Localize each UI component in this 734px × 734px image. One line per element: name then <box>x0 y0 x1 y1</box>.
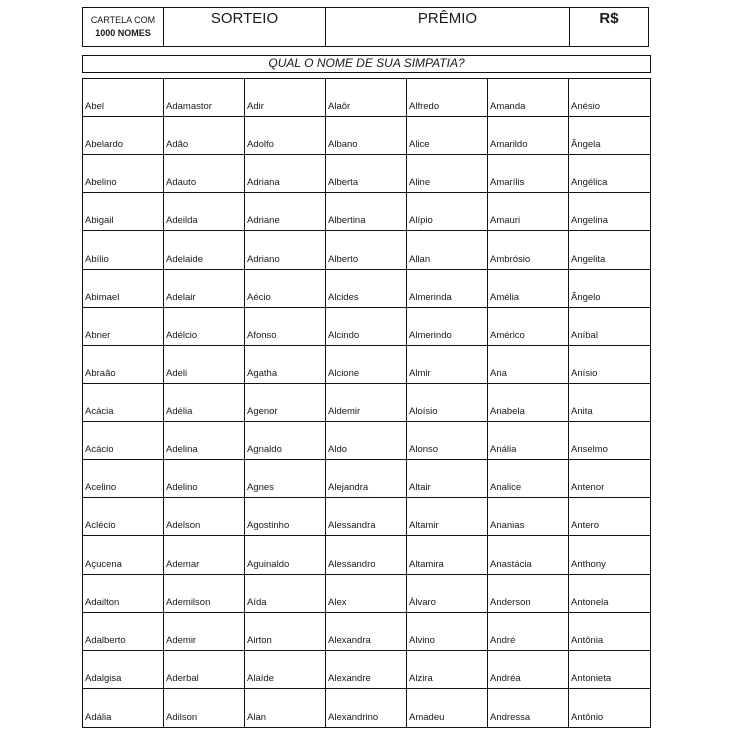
name-label: Anabela <box>490 406 525 418</box>
name-cell[interactable] <box>164 651 245 689</box>
name-label: Antonela <box>571 596 609 608</box>
name-label: Adelina <box>166 444 198 456</box>
name-cell[interactable] <box>326 536 407 574</box>
name-cell[interactable] <box>164 575 245 613</box>
name-label: Agnes <box>247 482 274 494</box>
name-cell[interactable] <box>83 384 164 422</box>
name-cell[interactable] <box>164 498 245 536</box>
name-label: Antero <box>571 520 599 532</box>
name-label: Angelina <box>571 215 608 227</box>
name-label: Ambrósio <box>490 253 531 265</box>
cartela-label-line1: CARTELA COM <box>90 15 156 25</box>
name-label: Angélica <box>571 177 608 189</box>
name-label: Alessandra <box>328 520 376 532</box>
name-cell[interactable] <box>407 689 488 727</box>
name-cell[interactable] <box>488 498 569 536</box>
name-cell[interactable] <box>407 384 488 422</box>
name-cell[interactable] <box>83 575 164 613</box>
name-cell[interactable] <box>326 193 407 231</box>
name-label: Acácio <box>85 444 114 456</box>
name-cell[interactable] <box>488 231 569 269</box>
name-label: Albertina <box>328 215 366 227</box>
name-cell[interactable] <box>407 651 488 689</box>
name-cell[interactable] <box>407 231 488 269</box>
name-cell[interactable] <box>488 460 569 498</box>
name-label: Albano <box>328 139 358 151</box>
name-cell[interactable] <box>83 651 164 689</box>
name-cell[interactable] <box>164 346 245 384</box>
name-cell[interactable] <box>407 536 488 574</box>
name-label: Analice <box>490 482 522 494</box>
name-label: Alexandrino <box>328 711 379 723</box>
name-cell[interactable] <box>245 460 326 498</box>
name-label: Adélcio <box>166 329 198 341</box>
name-cell[interactable] <box>569 193 650 231</box>
name-cell[interactable] <box>83 689 164 727</box>
name-cell[interactable] <box>569 422 650 460</box>
name-cell[interactable] <box>407 117 488 155</box>
name-label: Abelino <box>85 177 117 189</box>
name-cell[interactable] <box>407 308 488 346</box>
name-label: Angelita <box>571 253 606 265</box>
name-label: Adeli <box>166 367 188 379</box>
name-cell[interactable] <box>407 346 488 384</box>
name-label: Amanda <box>490 101 526 113</box>
name-cell[interactable] <box>569 498 650 536</box>
name-cell[interactable] <box>164 384 245 422</box>
name-cell[interactable] <box>164 613 245 651</box>
name-cell[interactable] <box>407 79 488 117</box>
name-cell[interactable] <box>164 536 245 574</box>
name-label: Alonso <box>409 444 439 456</box>
name-label: Aclécio <box>85 520 116 532</box>
name-cell[interactable] <box>83 270 164 308</box>
name-cell[interactable] <box>569 79 650 117</box>
name-cell[interactable] <box>488 384 569 422</box>
name-cell[interactable] <box>83 460 164 498</box>
name-label: Altamir <box>409 520 439 532</box>
name-label: Anita <box>571 406 593 418</box>
name-label: Adriane <box>247 215 280 227</box>
name-cell[interactable] <box>569 270 650 308</box>
name-cell[interactable] <box>245 575 326 613</box>
name-label: Allan <box>409 253 431 265</box>
name-label: Álvaro <box>409 596 436 608</box>
name-label: Alcindo <box>328 329 360 341</box>
name-cell[interactable] <box>407 422 488 460</box>
name-cell[interactable] <box>488 346 569 384</box>
currency-field: R$ <box>599 10 619 27</box>
name-label: Adriana <box>247 177 280 189</box>
name-label: Andréa <box>490 672 521 684</box>
name-label: Abílio <box>85 253 109 265</box>
name-cell[interactable] <box>245 498 326 536</box>
name-label: Afonso <box>247 329 277 341</box>
name-cell[interactable] <box>83 346 164 384</box>
name-label: André <box>490 634 516 646</box>
name-cell[interactable] <box>407 498 488 536</box>
name-cell[interactable] <box>164 193 245 231</box>
name-label: Abelardo <box>85 139 124 151</box>
name-label: Anália <box>490 444 517 456</box>
name-cell[interactable] <box>245 193 326 231</box>
name-cell[interactable] <box>83 155 164 193</box>
name-cell[interactable] <box>164 422 245 460</box>
name-label: Adelino <box>166 482 198 494</box>
name-cell[interactable] <box>569 689 650 727</box>
name-label: Adeilda <box>166 215 198 227</box>
name-cell[interactable] <box>407 193 488 231</box>
name-cell[interactable] <box>326 270 407 308</box>
name-label: Adélia <box>166 406 193 418</box>
name-cell[interactable] <box>488 575 569 613</box>
premio-field: PRÊMIO <box>326 8 570 46</box>
name-label: Almerinda <box>409 291 452 303</box>
name-cell[interactable] <box>245 117 326 155</box>
name-cell[interactable] <box>488 613 569 651</box>
name-label: Aldemir <box>328 406 361 418</box>
name-label: Alberta <box>328 177 359 189</box>
name-label: Alan <box>247 711 267 723</box>
name-cell[interactable] <box>326 308 407 346</box>
name-label: Américo <box>490 329 525 341</box>
name-cell[interactable] <box>326 155 407 193</box>
name-cell[interactable] <box>326 79 407 117</box>
name-label: Agostinho <box>247 520 290 532</box>
name-cell[interactable] <box>407 270 488 308</box>
name-label: Ana <box>490 367 507 379</box>
name-cell[interactable] <box>407 460 488 498</box>
name-label: Aníbal <box>571 329 598 341</box>
name-cell[interactable] <box>488 308 569 346</box>
name-cell[interactable] <box>83 308 164 346</box>
name-label: Abimael <box>85 291 120 303</box>
name-cell[interactable] <box>326 575 407 613</box>
name-cell[interactable] <box>326 498 407 536</box>
name-label: Alaôr <box>328 101 351 113</box>
name-cell[interactable] <box>488 270 569 308</box>
name-label: Ângelo <box>571 291 601 303</box>
name-label: Airton <box>247 634 272 646</box>
name-cell[interactable] <box>569 460 650 498</box>
name-label: Aderbal <box>166 672 199 684</box>
name-label: Adauto <box>166 177 197 189</box>
name-label: Altair <box>409 482 431 494</box>
name-label: Adelaide <box>166 253 203 265</box>
name-label: Alice <box>409 139 430 151</box>
name-cell[interactable] <box>488 117 569 155</box>
name-cell[interactable] <box>326 346 407 384</box>
name-label: Amarildo <box>490 139 528 151</box>
name-label: Alexandre <box>328 672 371 684</box>
name-label: Antônia <box>571 634 604 646</box>
name-label: Alcione <box>328 367 360 379</box>
name-cell[interactable] <box>488 155 569 193</box>
name-cell[interactable] <box>326 460 407 498</box>
name-cell[interactable] <box>326 689 407 727</box>
name-label: Anthony <box>571 558 606 570</box>
name-cell[interactable] <box>488 651 569 689</box>
name-label: Anísio <box>571 367 598 379</box>
name-label: Aguinaldo <box>247 558 290 570</box>
name-cell[interactable] <box>569 117 650 155</box>
name-label: Alaíde <box>247 672 274 684</box>
name-label: Adilson <box>166 711 198 723</box>
name-cell[interactable] <box>164 79 245 117</box>
name-cell[interactable] <box>407 575 488 613</box>
name-label: Alvino <box>409 634 435 646</box>
name-cell[interactable] <box>83 117 164 155</box>
name-cell[interactable] <box>164 117 245 155</box>
name-cell[interactable] <box>407 613 488 651</box>
name-label: Anastácia <box>490 558 532 570</box>
name-label: Ângela <box>571 139 601 151</box>
name-label: Amélia <box>490 291 520 303</box>
name-label: Aloísio <box>409 406 438 418</box>
name-label: Alex <box>328 596 347 608</box>
name-label: Abel <box>85 101 105 113</box>
name-cell[interactable] <box>245 231 326 269</box>
name-cell[interactable] <box>83 613 164 651</box>
name-cell[interactable] <box>83 79 164 117</box>
sorteio-field: SORTEIO <box>164 8 326 46</box>
name-label: Alberto <box>328 253 359 265</box>
name-cell[interactable] <box>245 270 326 308</box>
name-cell[interactable] <box>488 193 569 231</box>
name-cell[interactable] <box>488 79 569 117</box>
name-label: Andressa <box>490 711 531 723</box>
name-cell[interactable] <box>245 79 326 117</box>
name-cell[interactable] <box>326 384 407 422</box>
name-label: Alessandro <box>328 558 376 570</box>
name-label: Anésio <box>571 101 601 113</box>
name-cell[interactable] <box>326 651 407 689</box>
name-label: Agatha <box>247 367 278 379</box>
name-label: Adália <box>85 711 112 723</box>
name-label: Antônio <box>571 711 604 723</box>
name-cell[interactable] <box>569 308 650 346</box>
name-label: Adailton <box>85 596 120 608</box>
name-cell[interactable] <box>245 651 326 689</box>
name-label: Agnaldo <box>247 444 282 456</box>
name-label: Alejandra <box>328 482 369 494</box>
name-cell[interactable] <box>245 346 326 384</box>
name-label: Adalberto <box>85 634 126 646</box>
name-label: Ademir <box>166 634 197 646</box>
name-cell[interactable] <box>569 346 650 384</box>
name-label: Agenor <box>247 406 278 418</box>
name-label: Adelair <box>166 291 196 303</box>
name-cell[interactable] <box>164 270 245 308</box>
name-label: Abraão <box>85 367 116 379</box>
name-label: Alípio <box>409 215 433 227</box>
name-label: Acácia <box>85 406 114 418</box>
name-cell[interactable] <box>245 536 326 574</box>
name-cell[interactable] <box>488 689 569 727</box>
name-cell[interactable] <box>245 422 326 460</box>
name-label: Adalgisa <box>85 672 122 684</box>
name-label: Ademilson <box>166 596 211 608</box>
name-label: Anderson <box>490 596 531 608</box>
name-cell[interactable] <box>245 613 326 651</box>
name-cell[interactable] <box>569 575 650 613</box>
name-label: Alfredo <box>409 101 440 113</box>
name-cell[interactable] <box>488 422 569 460</box>
name-cell[interactable] <box>245 384 326 422</box>
name-label: Ananias <box>490 520 525 532</box>
name-label: Alzira <box>409 672 433 684</box>
name-cell[interactable] <box>83 231 164 269</box>
name-label: Adão <box>166 139 189 151</box>
name-cell[interactable] <box>245 689 326 727</box>
name-label: Aída <box>247 596 267 608</box>
name-label: Abigail <box>85 215 114 227</box>
name-label: Amarílis <box>490 177 525 189</box>
name-label: Aline <box>409 177 431 189</box>
name-cell[interactable] <box>164 460 245 498</box>
name-cell[interactable] <box>569 613 650 651</box>
name-cell[interactable] <box>245 308 326 346</box>
name-label: Açucena <box>85 558 122 570</box>
name-label: Antenor <box>571 482 605 494</box>
name-label: Almerindo <box>409 329 452 341</box>
question-banner: QUAL O NOME DE SUA SIMPATIA? <box>82 55 651 73</box>
name-cell[interactable] <box>326 613 407 651</box>
name-cell[interactable] <box>569 536 650 574</box>
name-cell[interactable] <box>83 536 164 574</box>
name-label: Aécio <box>247 291 271 303</box>
name-cell[interactable] <box>326 422 407 460</box>
name-label: Amauri <box>490 215 521 227</box>
name-cell[interactable] <box>164 155 245 193</box>
header-table <box>82 7 649 47</box>
name-label: Adir <box>247 101 264 113</box>
name-label: Adelson <box>166 520 201 532</box>
name-cell[interactable] <box>83 193 164 231</box>
name-label: Adriano <box>247 253 280 265</box>
name-label: Almir <box>409 367 431 379</box>
name-label: Adamastor <box>166 101 212 113</box>
name-label: Ademar <box>166 558 200 570</box>
name-cell[interactable] <box>488 536 569 574</box>
name-label: Antonieta <box>571 672 612 684</box>
name-cell[interactable] <box>245 155 326 193</box>
names-grid <box>82 78 651 728</box>
name-cell[interactable] <box>164 689 245 727</box>
cartela-label <box>83 8 164 46</box>
name-cell[interactable] <box>164 231 245 269</box>
name-label: Abner <box>85 329 111 341</box>
name-label: Anselmo <box>571 444 608 456</box>
name-cell[interactable] <box>569 155 650 193</box>
name-label: Altamira <box>409 558 444 570</box>
name-cell[interactable] <box>83 422 164 460</box>
cartela-label-line2: 1000 NOMES <box>95 28 151 38</box>
name-cell[interactable] <box>407 155 488 193</box>
name-cell[interactable] <box>83 498 164 536</box>
name-cell[interactable] <box>569 651 650 689</box>
name-cell[interactable] <box>326 231 407 269</box>
name-cell[interactable] <box>569 231 650 269</box>
name-label: Alcides <box>328 291 359 303</box>
name-label: Alexandra <box>328 634 371 646</box>
name-label: Adolfo <box>247 139 274 151</box>
name-label: Amadeu <box>409 711 445 723</box>
name-label: Acelino <box>85 482 117 494</box>
name-label: Aldo <box>328 444 348 456</box>
name-cell[interactable] <box>569 384 650 422</box>
name-cell[interactable] <box>164 308 245 346</box>
name-cell[interactable] <box>326 117 407 155</box>
